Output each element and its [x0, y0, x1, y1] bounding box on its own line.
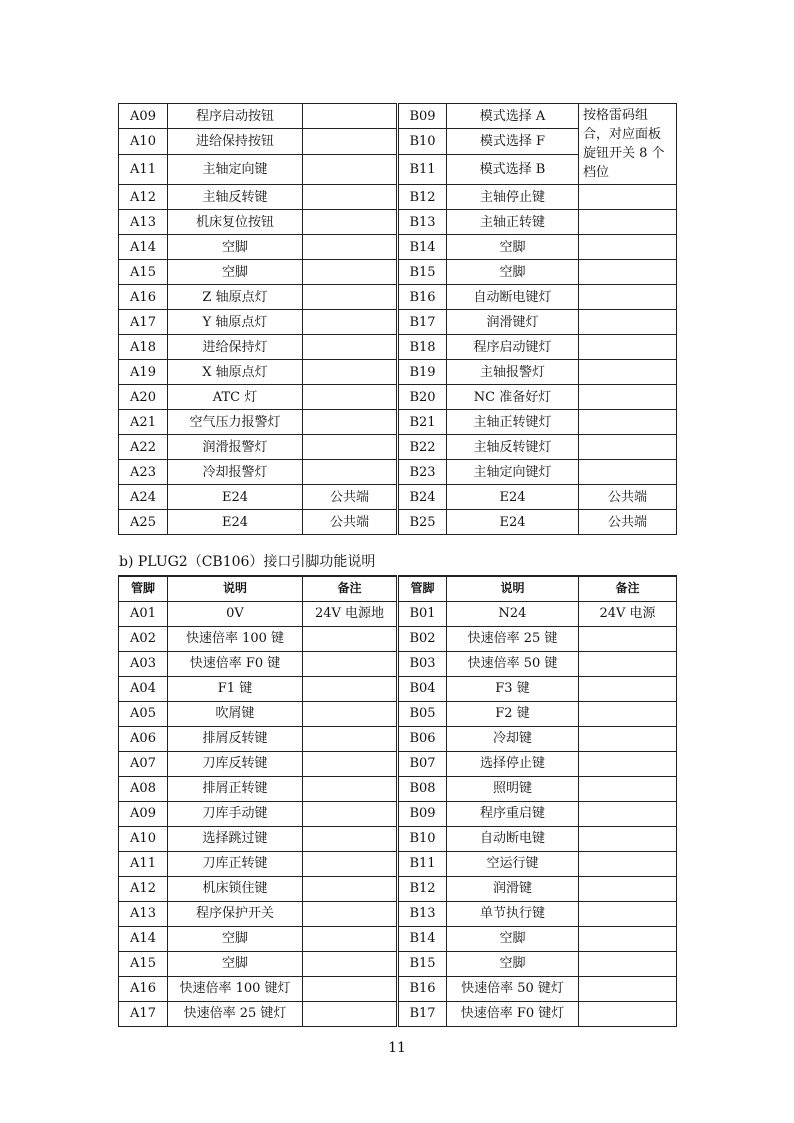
note-cell [303, 851, 398, 876]
pin-cell: B05 [398, 701, 447, 726]
desc-cell: 刀库反转键 [168, 751, 303, 776]
desc-cell: 吹屑键 [168, 701, 303, 726]
desc-cell: 冷却键 [447, 726, 579, 751]
pin-cell: A09 [119, 104, 168, 129]
pin-cell: A17 [119, 310, 168, 335]
pin-cell: B07 [398, 751, 447, 776]
pin-cell: B12 [398, 876, 447, 901]
pin-cell: B09 [398, 104, 447, 129]
note-cell [303, 676, 398, 701]
pin-cell: A25 [119, 510, 168, 535]
desc-cell: 空脚 [447, 260, 579, 285]
pin-cell: A20 [119, 385, 168, 410]
note-cell [579, 926, 677, 951]
table-caption: b) PLUG2（CB106）接口引脚功能说明 [119, 554, 376, 570]
desc-cell: 选择跳过键 [168, 826, 303, 851]
note-cell: 公共端 [303, 485, 398, 510]
table-row [119, 776, 677, 801]
desc-cell: 主轴报警灯 [447, 360, 579, 385]
desc-cell: 程序重启键 [447, 801, 579, 826]
note-cell [579, 951, 677, 976]
table-row [119, 726, 677, 751]
note-cell [303, 185, 398, 210]
merged-note-cell: 按格雷码组合，对应面板旋钮开关 8 个档位 [579, 104, 677, 185]
note-cell [303, 801, 398, 826]
desc-cell: 主轴停止键 [447, 185, 579, 210]
desc-cell: F3 键 [447, 676, 579, 701]
note-cell: 公共端 [579, 510, 677, 535]
table-row [119, 951, 677, 976]
pin-table-plug1-continued [118, 103, 677, 535]
table-row [119, 260, 677, 285]
desc-cell: 模式选择 B [447, 154, 579, 184]
desc-cell: 自动断电键 [447, 826, 579, 851]
pin-cell: A08 [119, 776, 168, 801]
note-cell [579, 185, 677, 210]
pin-cell: A16 [119, 976, 168, 1001]
pin-cell: A11 [119, 851, 168, 876]
table-row [119, 851, 677, 876]
desc-cell: 空脚 [168, 235, 303, 260]
pin-cell: A09 [119, 801, 168, 826]
desc-cell: 0V [168, 601, 303, 626]
note-cell [303, 976, 398, 1001]
note-cell: 24V 电源 [579, 601, 677, 626]
desc-cell: 程序保护开关 [168, 901, 303, 926]
pin-cell: A15 [119, 260, 168, 285]
pin-cell: A11 [119, 154, 168, 184]
table-row [119, 310, 677, 335]
note-cell [579, 1001, 677, 1026]
note-cell [303, 260, 398, 285]
desc-cell: 进给保持灯 [168, 335, 303, 360]
desc-cell: E24 [447, 485, 579, 510]
note-cell [303, 360, 398, 385]
table-row [119, 901, 677, 926]
desc-cell: 主轴定向键 [168, 154, 303, 184]
pin-cell: B06 [398, 726, 447, 751]
note-cell [303, 626, 398, 651]
pin-cell: A02 [119, 626, 168, 651]
note-cell [579, 901, 677, 926]
table-row [119, 185, 677, 210]
pin-cell: A10 [119, 129, 168, 154]
desc-cell: 模式选择 F [447, 129, 579, 154]
pin-cell: A19 [119, 360, 168, 385]
note-cell [303, 926, 398, 951]
note-cell [303, 410, 398, 435]
pin-cell: B14 [398, 235, 447, 260]
pin-cell: A12 [119, 876, 168, 901]
note-cell [303, 726, 398, 751]
note-cell [303, 210, 398, 235]
pin-cell: B24 [398, 485, 447, 510]
desc-cell: ATC 灯 [168, 385, 303, 410]
pin-cell: B10 [398, 826, 447, 851]
note-cell [303, 1001, 398, 1026]
pin-cell: B14 [398, 926, 447, 951]
desc-cell: 排屑反转键 [168, 726, 303, 751]
desc-cell: 润滑报警灯 [168, 435, 303, 460]
pin-cell: B25 [398, 510, 447, 535]
desc-cell: 快速倍率 50 键灯 [447, 976, 579, 1001]
desc-cell: N24 [447, 601, 579, 626]
pin-cell: A06 [119, 726, 168, 751]
note-cell [579, 626, 677, 651]
note-cell [579, 851, 677, 876]
table-row [119, 1001, 677, 1026]
pin-cell: B11 [398, 851, 447, 876]
pin-cell: B04 [398, 676, 447, 701]
pin-cell: B15 [398, 260, 447, 285]
pin-cell: A24 [119, 485, 168, 510]
desc-cell: Z 轴原点灯 [168, 285, 303, 310]
desc-cell: 程序启动按钮 [168, 104, 303, 129]
pin-table-plug2 [118, 575, 677, 1027]
table-row [119, 410, 677, 435]
note-cell [579, 676, 677, 701]
note-cell [579, 701, 677, 726]
note-cell [303, 385, 398, 410]
desc-cell: X 轴原点灯 [168, 360, 303, 385]
desc-cell: Y 轴原点灯 [168, 310, 303, 335]
note-cell [579, 776, 677, 801]
pin-table-body [119, 601, 677, 1026]
note-cell [303, 335, 398, 360]
desc-cell: 机床复位按钮 [168, 210, 303, 235]
header-pin: 管脚 [119, 576, 168, 601]
desc-cell: 照明键 [447, 776, 579, 801]
pin-cell: A01 [119, 601, 168, 626]
table-row [119, 626, 677, 651]
table-row [119, 460, 677, 485]
note-cell [303, 776, 398, 801]
note-cell [579, 335, 677, 360]
desc-cell: 主轴正转键灯 [447, 410, 579, 435]
table-row [119, 676, 677, 701]
note-cell [579, 876, 677, 901]
note-cell [579, 410, 677, 435]
pin-cell: B15 [398, 951, 447, 976]
note-cell [303, 876, 398, 901]
desc-cell: E24 [168, 485, 303, 510]
desc-cell: 空脚 [447, 235, 579, 260]
table-header-row [119, 576, 677, 601]
desc-cell: 刀库正转键 [168, 851, 303, 876]
header-note: 备注 [579, 576, 677, 601]
desc-cell: 刀库手动键 [168, 801, 303, 826]
pin-cell: A04 [119, 676, 168, 701]
table-row [119, 926, 677, 951]
pin-cell: B12 [398, 185, 447, 210]
desc-cell: 润滑键灯 [447, 310, 579, 335]
pin-cell: B10 [398, 129, 447, 154]
table-row [119, 510, 677, 535]
note-cell [579, 385, 677, 410]
pin-cell: B19 [398, 360, 447, 385]
page-number: 11 [388, 1040, 406, 1056]
pin-cell: B02 [398, 626, 447, 651]
pin-cell: B11 [398, 154, 447, 184]
pin-cell: A16 [119, 285, 168, 310]
desc-cell: 选择停止键 [447, 751, 579, 776]
desc-cell: 空脚 [447, 926, 579, 951]
note-cell [579, 210, 677, 235]
pin-cell: A12 [119, 185, 168, 210]
table-row [119, 601, 677, 626]
table-row [119, 435, 677, 460]
pin-cell: B13 [398, 210, 447, 235]
note-cell [579, 751, 677, 776]
note-cell [303, 651, 398, 676]
header-desc: 说明 [447, 576, 579, 601]
pin-cell: B08 [398, 776, 447, 801]
table-row [119, 235, 677, 260]
note-cell [579, 360, 677, 385]
note-cell [303, 285, 398, 310]
pin-cell: A05 [119, 701, 168, 726]
header-desc: 说明 [168, 576, 303, 601]
desc-cell: 快速倍率 25 键 [447, 626, 579, 651]
pin-table-body [119, 104, 677, 535]
table-row [119, 360, 677, 385]
note-cell [303, 154, 398, 184]
table-row [119, 335, 677, 360]
desc-cell: 空脚 [168, 260, 303, 285]
note-cell [303, 701, 398, 726]
desc-cell: 主轴反转键灯 [447, 435, 579, 460]
desc-cell: E24 [447, 510, 579, 535]
table-row [119, 976, 677, 1001]
note-cell [303, 129, 398, 154]
note-cell [303, 826, 398, 851]
note-cell: 公共端 [579, 485, 677, 510]
desc-cell: 主轴正转键 [447, 210, 579, 235]
header-pin: 管脚 [398, 576, 447, 601]
note-cell [579, 726, 677, 751]
pin-cell: B17 [398, 1001, 447, 1026]
desc-cell: 快速倍率 25 键灯 [168, 1001, 303, 1026]
desc-cell: 单节执行键 [447, 901, 579, 926]
table-row [119, 826, 677, 851]
desc-cell: 快速倍率 100 键 [168, 626, 303, 651]
desc-cell: 空运行键 [447, 851, 579, 876]
desc-cell: F2 键 [447, 701, 579, 726]
note-cell [579, 435, 677, 460]
desc-cell: 程序启动键灯 [447, 335, 579, 360]
note-cell: 公共端 [303, 510, 398, 535]
pin-cell: B16 [398, 976, 447, 1001]
table-row [119, 801, 677, 826]
table-row [119, 876, 677, 901]
note-cell [579, 651, 677, 676]
note-cell [303, 460, 398, 485]
pin-cell: A23 [119, 460, 168, 485]
note-cell [579, 801, 677, 826]
note-cell [303, 104, 398, 129]
note-cell [579, 235, 677, 260]
note-cell [579, 826, 677, 851]
table-row [119, 651, 677, 676]
pin-cell: B20 [398, 385, 447, 410]
pin-cell: A13 [119, 901, 168, 926]
pin-cell: B22 [398, 435, 447, 460]
note-cell [579, 285, 677, 310]
pin-cell: B16 [398, 285, 447, 310]
pin-cell: B01 [398, 601, 447, 626]
desc-cell: F1 键 [168, 676, 303, 701]
note-cell [579, 976, 677, 1001]
note-cell [303, 310, 398, 335]
desc-cell: 冷却报警灯 [168, 460, 303, 485]
pin-cell: B09 [398, 801, 447, 826]
table-row [119, 104, 677, 129]
pin-cell: A18 [119, 335, 168, 360]
desc-cell: 机床锁住键 [168, 876, 303, 901]
desc-cell: 润滑键 [447, 876, 579, 901]
note-cell [303, 751, 398, 776]
desc-cell: 空脚 [168, 926, 303, 951]
pin-cell: A14 [119, 235, 168, 260]
desc-cell: 模式选择 A [447, 104, 579, 129]
desc-cell: 空气压力报警灯 [168, 410, 303, 435]
note-cell [579, 310, 677, 335]
desc-cell: 空脚 [168, 951, 303, 976]
desc-cell: 进给保持按钮 [168, 129, 303, 154]
desc-cell: 空脚 [447, 951, 579, 976]
pin-cell: B23 [398, 460, 447, 485]
pin-cell: B18 [398, 335, 447, 360]
table-row [119, 385, 677, 410]
desc-cell: 主轴反转键 [168, 185, 303, 210]
note-cell [579, 260, 677, 285]
desc-cell: 自动断电键灯 [447, 285, 579, 310]
table-row [119, 210, 677, 235]
table-row [119, 701, 677, 726]
desc-cell: 快速倍率 F0 键 [168, 651, 303, 676]
desc-cell: 快速倍率 F0 键灯 [447, 1001, 579, 1026]
pin-cell: A17 [119, 1001, 168, 1026]
pin-cell: A15 [119, 951, 168, 976]
table-row [119, 751, 677, 776]
header-note: 备注 [303, 576, 398, 601]
pin-cell: A22 [119, 435, 168, 460]
note-cell [303, 235, 398, 260]
pin-cell: A07 [119, 751, 168, 776]
desc-cell: 排屑正转键 [168, 776, 303, 801]
table-row [119, 485, 677, 510]
note-cell [303, 901, 398, 926]
note-cell: 24V 电源地 [303, 601, 398, 626]
pin-cell: B13 [398, 901, 447, 926]
desc-cell: NC 准备好灯 [447, 385, 579, 410]
note-cell [579, 460, 677, 485]
note-cell [303, 951, 398, 976]
pin-cell: B03 [398, 651, 447, 676]
pin-cell: A14 [119, 926, 168, 951]
pin-cell: A10 [119, 826, 168, 851]
desc-cell: 主轴定向键灯 [447, 460, 579, 485]
table-row [119, 285, 677, 310]
pin-cell: B21 [398, 410, 447, 435]
pin-cell: B17 [398, 310, 447, 335]
pin-cell: A03 [119, 651, 168, 676]
pin-cell: A13 [119, 210, 168, 235]
desc-cell: 快速倍率 100 键灯 [168, 976, 303, 1001]
desc-cell: E24 [168, 510, 303, 535]
note-cell [303, 435, 398, 460]
desc-cell: 快速倍率 50 键 [447, 651, 579, 676]
pin-cell: A21 [119, 410, 168, 435]
